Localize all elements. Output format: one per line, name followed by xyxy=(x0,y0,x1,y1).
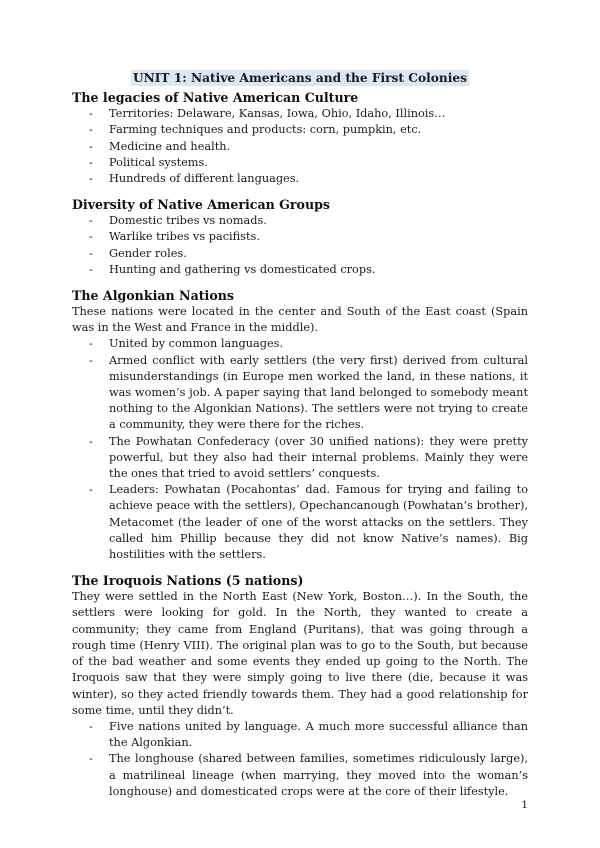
list-item: - The Powhatan Confederacy (over 30 unified nations): they were pretty powerful, but they also had their internal problems. Mainly they were the ones that tried to avoid settlers’ conquests. xyxy=(109,434,528,483)
section-heading-algonkian: The Algonkian Nations xyxy=(72,288,234,304)
iroquois-list xyxy=(72,719,528,800)
section-heading-diversity: Diversity of Native American Groups xyxy=(72,197,330,213)
list-item: - The longhouse (shared between families, sometimes ridiculously large), a matrilineal lineage (when marrying, they moved into the woman’s longhouse) and domesticated crops were at the core of their lifestyle. xyxy=(109,751,528,800)
legacies-list xyxy=(72,106,528,187)
list-item: - United by common languages. xyxy=(109,336,528,352)
list-item: - Territories: Delaware, Kansas, Iowa, Ohio, Idaho, Illinois… xyxy=(109,106,528,122)
list-item: - Armed conflict with early settlers (the very first) derived from cultural misunderstandings (in Europe men worked the land, in these nations, it was women’s job. A paper saying that land belonged to somebody meant nothing to the Algonkian Nations). The settlers were not trying to create a community, they were there for the riches. xyxy=(109,353,528,434)
list-item: - Farming techniques and products: corn, pumpkin, etc. xyxy=(109,122,528,138)
unit-title: UNIT 1: Native Americans and the First Colonies xyxy=(133,71,467,85)
algonkian-intro: These nations were located in the center and South of the East coast (Spain was in the West and France in the middle). xyxy=(72,305,528,335)
list-item: - Hundreds of different languages. xyxy=(109,171,528,187)
list-item: - Medicine and health. xyxy=(109,139,528,155)
list-item: - Gender roles. xyxy=(109,246,528,262)
list-item: - Warlike tribes vs pacifists. xyxy=(109,229,528,245)
diversity-list xyxy=(72,213,528,278)
section-heading-iroquois: The Iroquois Nations (5 nations) xyxy=(72,573,304,589)
iroquois-intro: They were settled in the North East (New York, Boston…). In the South, the settlers were looking for gold. In the North, they wanted to create a community; they came from England (Puritans), that was going through a rough time (Henry VIII). The original plan was to go to the South, but because of the bad weather and some events they ended up going to the North. The Iroquois saw that they were simply going to live there (die, because it was winter), so they acted friendly towards them. They had a good relationship for some time, until they didn’t. xyxy=(72,590,528,717)
list-item: - Political systems. xyxy=(109,155,528,171)
section-heading-legacies: The legacies of Native American Culture xyxy=(72,90,359,106)
page-number: 1 xyxy=(521,799,528,811)
title-wrapper xyxy=(72,70,528,87)
list-item: - Domestic tribes vs nomads. xyxy=(109,213,528,229)
list-item: - Hunting and gathering vs domesticated crops. xyxy=(109,262,528,278)
algonkian-list xyxy=(72,336,528,563)
list-item: - Five nations united by language. A much more successful alliance than the Algonkian. xyxy=(109,719,528,751)
list-item: - Leaders: Powhatan (Pocahontas’ dad. Famous for trying and failing to achieve peace with the settlers), Opechancanough (Powhatan’s brother), Metacomet (the leader of one of the worst attacks on the settlers. They called him Phillip because they did not know Native’s names). Big hostilities with the settlers. xyxy=(109,482,528,563)
